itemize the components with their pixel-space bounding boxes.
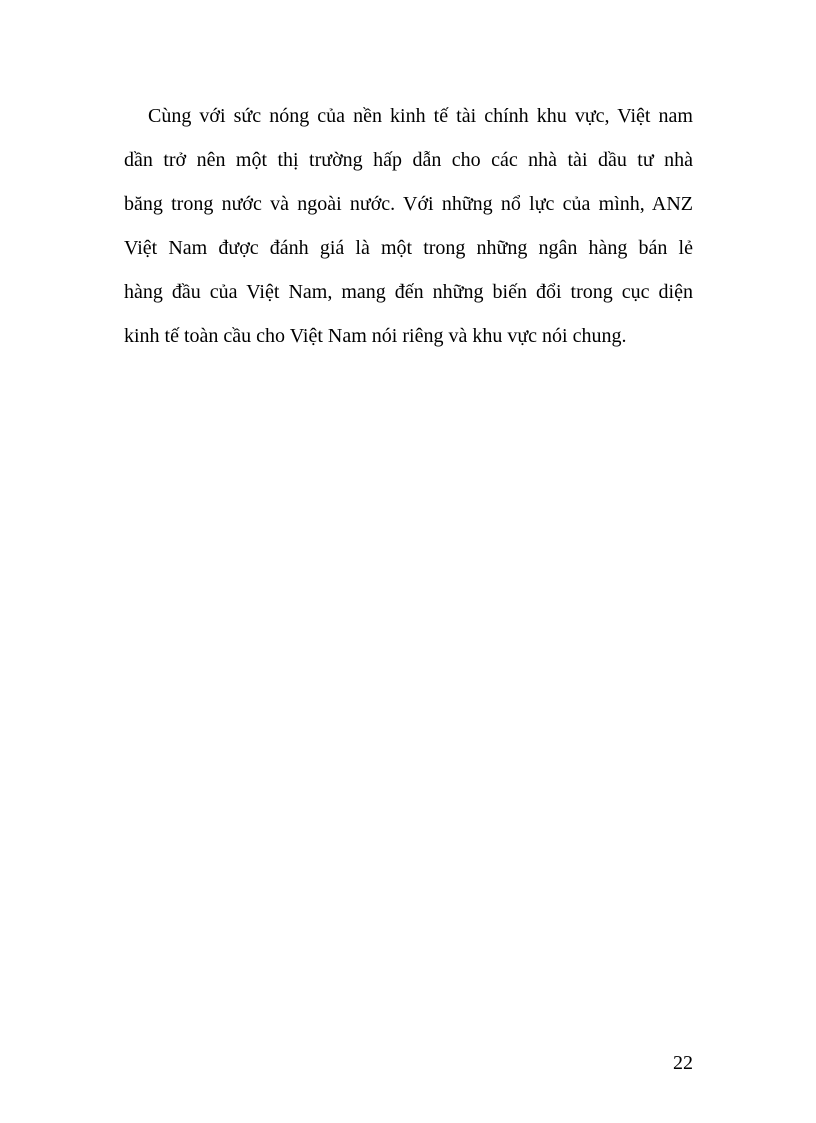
paragraph-line-3: băng trong nước và ngoài nước. Với những nổ lực của mình, ANZ	[124, 193, 693, 215]
paragraph-line-2: dần trở nên một thị trường hấp dẫn cho các nhà tài dầu tư nhà	[124, 149, 693, 171]
page-number: 22	[673, 1052, 693, 1074]
paragraph-line-4: Việt Nam được đánh giá là một trong những ngân hàng bán lẻ	[124, 237, 693, 259]
paragraph-line-5: hàng đầu của Việt Nam, mang đến những biến đổi trong cục diện	[124, 281, 693, 303]
paragraph-line-1: Cùng với sức nóng của nền kinh tế tài chính khu vực, Việt nam	[148, 105, 693, 127]
paragraph-line-6: kinh tế toàn cầu cho Việt Nam nói riêng và khu vực nói chung.	[124, 325, 627, 347]
